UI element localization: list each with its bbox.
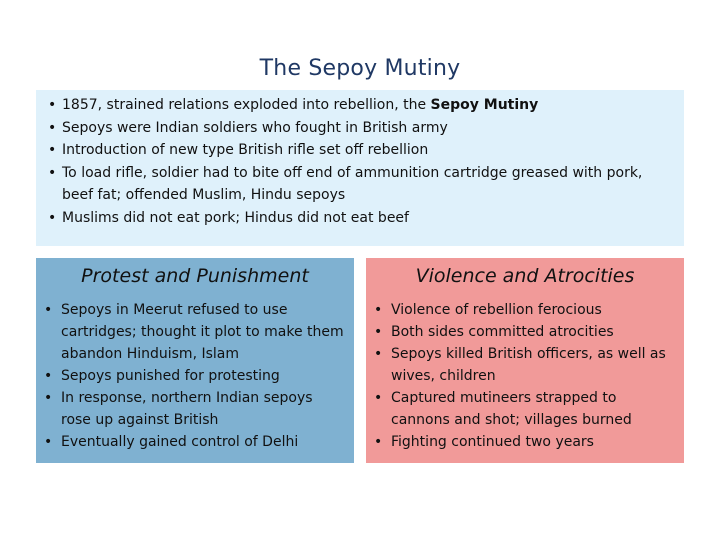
protest-item: • Sepoys punished for protesting [44, 365, 346, 387]
violence-item: • Captured mutineers strapped to cannons and shot; villages burned [374, 387, 676, 431]
violence-item: • Violence of rebellion ferocious [374, 299, 676, 321]
intro-box [36, 90, 684, 246]
violence-heading: Violence and Atrocities [415, 265, 635, 287]
violence-item: • Fighting continued two years [374, 431, 676, 453]
violence-item: • Sepoys killed British officers, as well as wives, children [374, 343, 676, 387]
intro-item [48, 94, 676, 117]
violence-list [374, 299, 676, 453]
intro-item: • Muslims did not eat pork; Hindus did not eat beef [48, 207, 676, 230]
intro-item: • Introduction of new type British rifle set off rebellion [48, 139, 676, 162]
protest-item: • Sepoys in Meerut refused to use cartridges; thought it plot to make them abandon Hinduism, Islam [44, 299, 346, 365]
intro-list [48, 94, 676, 229]
intro-item: • To load rifle, soldier had to bite off end of ammunition cartridge greased with pork, beef fat; offended Muslim, Hindu sepoys [48, 162, 676, 207]
protest-heading: Protest and Punishment [81, 265, 309, 287]
slide-title: The Sepoy Mutiny [259, 56, 461, 81]
violence-panel [366, 258, 684, 463]
violence-item: • Both sides committed atrocities [374, 321, 676, 343]
protest-item: • In response, northern Indian sepoys rose up against British [44, 387, 346, 431]
protest-panel [36, 258, 354, 463]
intro-item-emphasis: Sepoy Mutiny [430, 97, 539, 113]
intro-item: • Sepoys were Indian soldiers who fought in British army [48, 117, 676, 140]
protest-list [44, 299, 346, 453]
protest-item: • Eventually gained control of Delhi [44, 431, 346, 453]
intro-item-text: 1857, strained relations exploded into rebellion, the [62, 97, 431, 113]
